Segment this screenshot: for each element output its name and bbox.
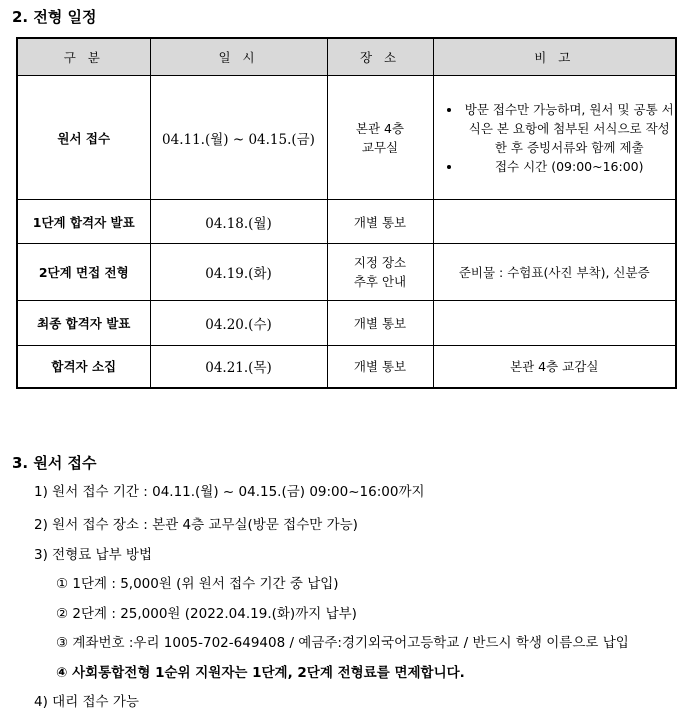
row-category: 최종 합격자 발표	[17, 301, 150, 346]
item-period: 1) 원서 접수 기간 : 04.11.(월) ~ 04.15.(금) 09:00~16:00까지	[34, 484, 425, 500]
row-note: 준비물 : 수험표(사진 부착), 신분증	[433, 244, 676, 301]
place-line: 지정 장소	[353, 255, 407, 270]
row-date: 04.18.(월)	[150, 200, 327, 244]
row-date: 04.20.(수)	[150, 301, 327, 346]
row-category: 원서 접수	[17, 76, 150, 200]
row-note	[433, 200, 676, 244]
table-row	[17, 76, 676, 200]
header-note: 비 고	[433, 38, 676, 76]
row-note	[433, 76, 676, 200]
note-item: • 접수 시간 (09:00~16:00)	[462, 157, 676, 176]
item-fee-method: 3) 전형료 납부 방법	[34, 547, 153, 563]
table-row	[17, 244, 676, 301]
note-item: • 방문 접수만 가능하며, 원서 및 공통 서식은 본 요항에 첨부된 서식으로 작성한 후 증빙서류와 함께 제출	[462, 100, 676, 157]
place-line: 추후 안내	[353, 274, 407, 289]
row-place: 개별 통보	[327, 200, 433, 244]
header-category: 구 분	[17, 38, 150, 76]
section-2-title: 2. 전형 일정	[12, 8, 97, 26]
place-line: 본관 4층	[355, 120, 405, 136]
header-date: 일 시	[150, 38, 327, 76]
header-place: 장 소	[327, 38, 433, 76]
row-date: 04.19.(화)	[150, 244, 327, 301]
item-place: 2) 원서 접수 장소 : 본관 4층 교무실(방문 접수만 가능)	[34, 517, 358, 533]
fee-step-2: ② 2단계 : 25,000원 (2022.04.19.(화)까지 납부)	[56, 606, 357, 622]
row-date: 04.21.(목)	[150, 346, 327, 388]
row-category: 2단계 면접 전형	[17, 244, 150, 301]
row-category: 합격자 소집	[17, 346, 150, 388]
row-note: 본관 4층 교감실	[433, 346, 676, 388]
row-category: 1단계 합격자 발표	[17, 200, 150, 244]
section-3-title: 3. 원서 접수	[12, 454, 97, 472]
fee-exemption: ④ 사회통합전형 1순위 지원자는 1단계, 2단계 전형료를 면제합니다.	[56, 665, 465, 681]
row-date: 04.11.(월) ~ 04.15.(금)	[150, 76, 327, 200]
row-place	[327, 244, 433, 301]
fee-step-1: ① 1단계 : 5,000원 (위 원서 접수 기간 중 납입)	[56, 576, 339, 592]
table-header-row	[17, 38, 676, 76]
schedule-table	[16, 37, 677, 389]
bank-account: ③ 계좌번호 :우리 1005-702-649408 / 예금주:경기외국어고등학교 / 반드시 학생 이름으로 납입	[56, 635, 629, 651]
note-list	[434, 100, 676, 176]
row-place: 개별 통보	[327, 346, 433, 388]
row-note	[433, 301, 676, 346]
table-row	[17, 301, 676, 346]
item-proxy: 4) 대리 접수 가능	[34, 694, 139, 710]
place-line: 교무실	[361, 139, 399, 155]
table-row	[17, 346, 676, 388]
row-place	[327, 76, 433, 200]
row-place: 개별 통보	[327, 301, 433, 346]
table-row	[17, 200, 676, 244]
